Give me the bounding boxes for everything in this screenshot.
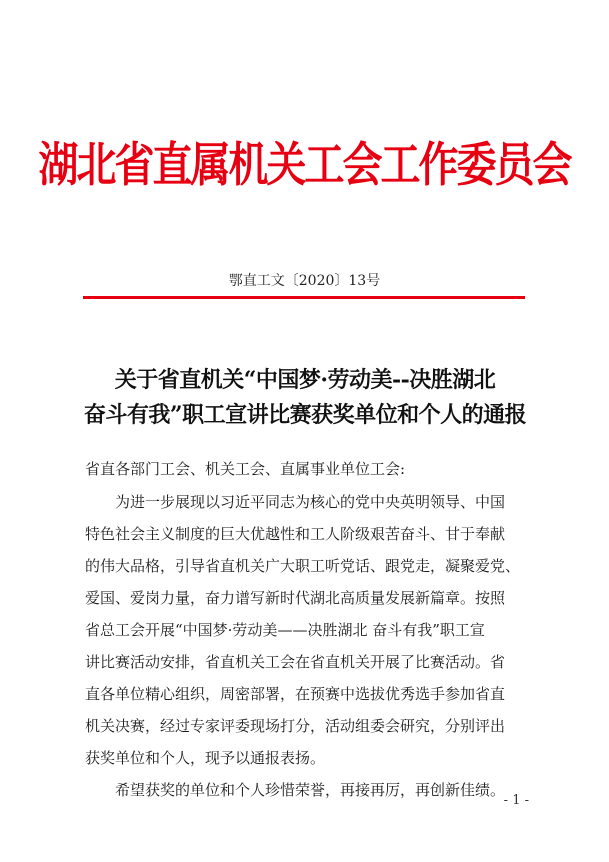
body-line: 省总工会开展“中国梦·劳动美——决胜湖北 奋斗有我”职工宣 (85, 621, 485, 639)
page-number: - 1 - (503, 793, 529, 808)
body-line: 机关决赛，经过专家评委现场打分，活动组委会研究，分别评出 (85, 717, 506, 735)
body-line: 直各单位精心组织，周密部署，在预赛中选拔优秀选手参加省直 (85, 685, 506, 703)
organization-header: 湖北省直属机关工会工作委员会 (38, 137, 571, 193)
document-title-line-1: 关于省直机关“中国梦·劳动美--决胜湖北 (114, 367, 496, 393)
document-title-line-2: 奋斗有我”职工宣讲比赛获奖单位和个人的通报 (83, 402, 527, 428)
body-line: 特色社会主义制度的巨大优越性和工人阶级艰苦奋斗、甘于奉献 (85, 525, 506, 543)
body-line: 讲比赛活动安排，省直机关工会在省直机关开展了比赛活动。省 (85, 653, 506, 671)
body-line: 为进一步展现以习近平同志为核心的党中央英明领导、中国 (115, 493, 506, 511)
body-line: 的伟大品格，引导省直机关广大职工听党话、跟党走，凝聚爱党、 (85, 557, 521, 575)
document-number: 鄂直工文〔2020〕13号 (228, 273, 381, 289)
header-divider (83, 296, 525, 299)
body-line: 希望获奖的单位和个人珍惜荣誉，再接再厉，再创新佳绩。 (115, 781, 506, 799)
salutation: 省直各部门工会、机关工会、直属事业单位工会: (85, 460, 406, 478)
body-line: 爱国、爱岗力量，奋力谱写新时代湖北高质量发展新篇章。按照 (85, 589, 506, 607)
body-line: 获奖单位和个人，现予以通报表扬。 (85, 749, 326, 767)
